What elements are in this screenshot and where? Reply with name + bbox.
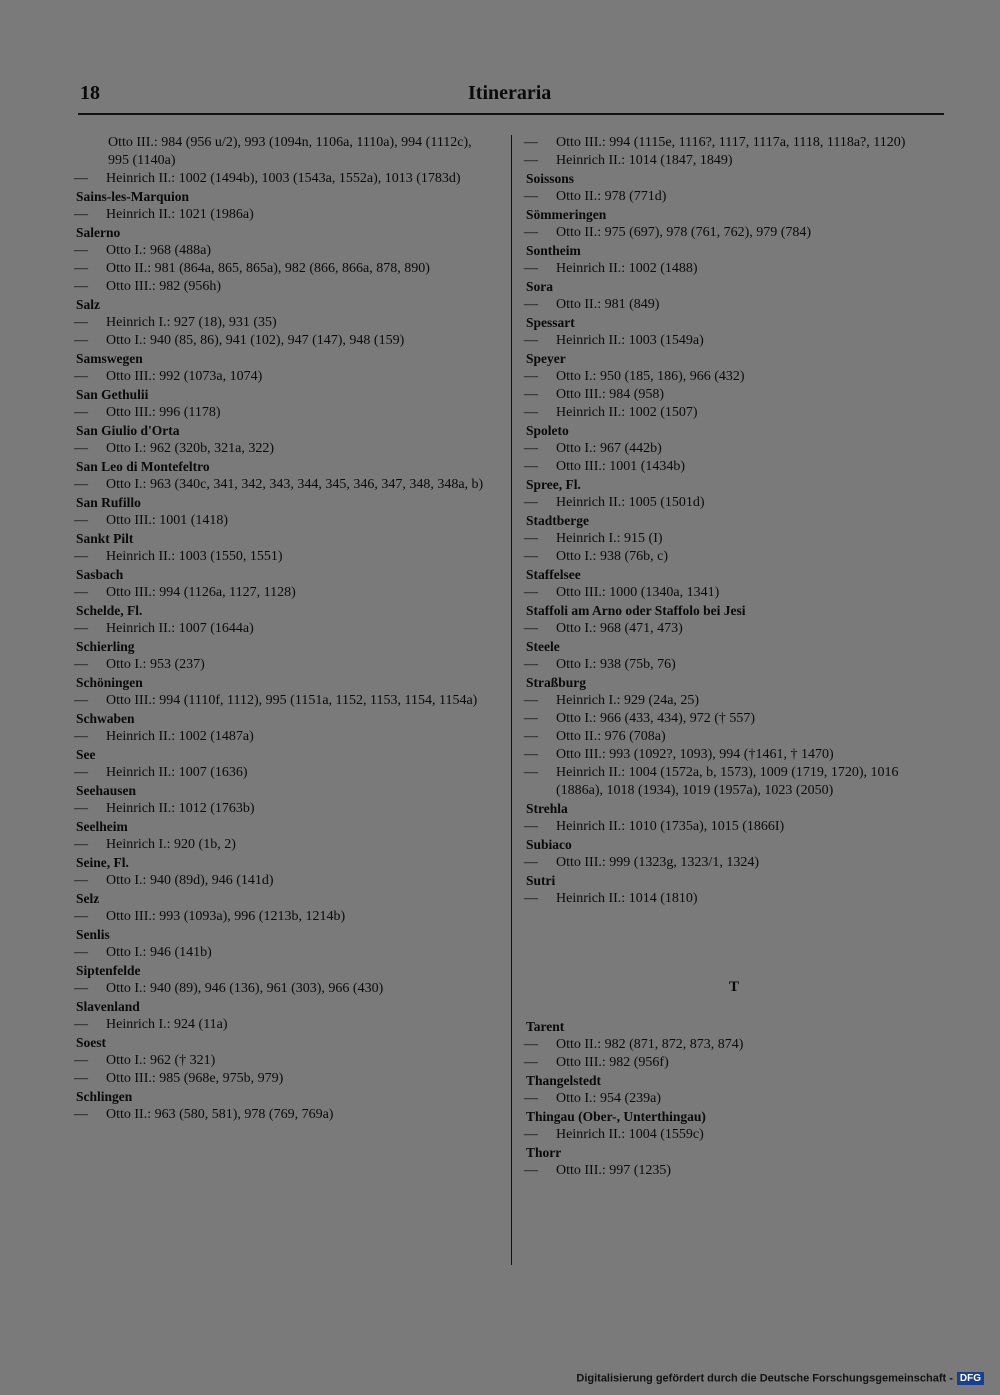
index-heading: Sontheim [526, 243, 581, 258]
entry-dash: — [74, 171, 88, 186]
entry-dash: — [524, 1037, 538, 1052]
subentry-text: Otto III.: 999 (1323g, 1323/1, 1324) [556, 855, 759, 870]
index-subentry [74, 512, 494, 530]
index-heading: Sömmeringen [526, 207, 607, 222]
entry-dash: — [74, 765, 88, 780]
entry-dash: — [524, 891, 538, 906]
subentry-text: Heinrich II.: 1002 (1507) [556, 405, 698, 420]
index-subentry [74, 314, 494, 332]
entry-dash: — [74, 477, 88, 492]
entry-dash: — [74, 801, 88, 816]
entry-dash: — [74, 693, 88, 708]
subentry-text: Heinrich I.: 920 (1b, 2) [106, 837, 236, 852]
entry-dash: — [524, 459, 538, 474]
subentry-text: Otto III.: 993 (1093a), 996 (1213b, 1214b) [106, 909, 346, 924]
index-heading: Schierling [76, 639, 135, 654]
index-subentry [524, 1162, 944, 1180]
subentry-text: Heinrich II.: 1002 (1488) [556, 261, 698, 276]
entry-dash: — [524, 747, 538, 762]
index-continuation: Otto III.: 984 (956 u/2), 993 (1094n, 1106a, 1110a), 994 (1112c), 995 (1140a) [108, 135, 472, 168]
index-subentry [524, 728, 944, 746]
index-subentry [524, 710, 944, 728]
subentry-text: Heinrich II.: 1002 (1487a) [106, 729, 254, 744]
index-subentry [74, 620, 494, 638]
entry-dash: — [74, 333, 88, 348]
entry-dash: — [524, 387, 538, 402]
entry-dash: — [524, 189, 538, 204]
entry-dash: — [74, 405, 88, 420]
entry-dash: — [524, 657, 538, 672]
index-heading: Straßburg [526, 675, 587, 690]
index-heading: Schelde, Fl. [76, 603, 143, 618]
subentry-text: Otto III.: 982 (956f) [556, 1055, 669, 1070]
subentry-text: Heinrich II.: 1003 (1550, 1551) [106, 549, 283, 564]
entry-dash: — [524, 585, 538, 600]
index-subentry [524, 1090, 944, 1108]
entry-dash: — [74, 261, 88, 276]
subentry-text: Heinrich I.: 927 (18), 931 (35) [106, 315, 277, 330]
entry-dash: — [524, 261, 538, 276]
entry-dash: — [524, 1127, 538, 1142]
subentry-text: Heinrich II.: 1003 (1549a) [556, 333, 704, 348]
index-subentry [74, 1052, 494, 1070]
subentry-text: Otto II.: 982 (871, 872, 873, 874) [556, 1037, 744, 1052]
index-heading: Sasbach [76, 567, 124, 582]
subentry-text: Otto I.: 968 (488a) [106, 243, 211, 258]
subentry-text: Otto II.: 963 (580, 581), 978 (769, 769a) [106, 1107, 334, 1122]
entry-dash: — [74, 909, 88, 924]
subentry-text: Otto II.: 981 (849) [556, 297, 660, 312]
index-subentry [524, 494, 944, 512]
subentry-text: Otto III.: 982 (956h) [106, 279, 222, 294]
index-subentry [524, 548, 944, 566]
index-subentry [524, 458, 944, 476]
subentry-text: Otto III.: 997 (1235) [556, 1163, 672, 1178]
subentry-text: Heinrich II.: 1007 (1644a) [106, 621, 254, 636]
index-heading: Speyer [526, 351, 566, 366]
subentry-text: Otto I.: 962 (320b, 321a, 322) [106, 441, 274, 456]
index-subentry [524, 530, 944, 548]
subentry-text: Otto III.: 993 (1092?, 1093), 994 (†1461, † 1470) [556, 747, 834, 762]
entry-dash: — [74, 441, 88, 456]
subentry-text: Otto I.: 967 (442b) [556, 441, 662, 456]
index-heading: Thorr [526, 1145, 562, 1160]
index-subentry [74, 1106, 494, 1124]
subentry-text: Otto III.: 1001 (1418) [106, 513, 229, 528]
index-subentry [524, 890, 944, 908]
entry-dash: — [524, 441, 538, 456]
index-heading: Selz [76, 891, 100, 906]
subentry-text: Otto I.: 946 (141b) [106, 945, 212, 960]
index-subentry [524, 584, 944, 602]
entry-dash: — [74, 369, 88, 384]
index-heading: Schlingen [76, 1089, 133, 1104]
index-subentry [74, 800, 494, 818]
subentry-text: Heinrich II.: 1021 (1986a) [106, 207, 254, 222]
subentry-text: Otto III.: 994 (1110f, 1112), 995 (1151a, 1152, 1153, 1154, 1154a) [106, 693, 478, 708]
index-heading: Soissons [526, 171, 575, 186]
page-title: Itineraria [468, 82, 552, 104]
entry-dash: — [524, 1163, 538, 1178]
entry-dash: — [524, 135, 538, 150]
index-subentry [74, 836, 494, 854]
entry-dash: — [524, 855, 538, 870]
index-heading: Tarent [526, 1019, 565, 1034]
subentry-text: Otto II.: 975 (697), 978 (761, 762), 979 (784) [556, 225, 812, 240]
index-subentry [524, 440, 944, 458]
subentry-text: Heinrich II.: 1004 (1559c) [556, 1127, 704, 1142]
index-subentry [74, 1070, 494, 1088]
entry-dash: — [74, 207, 88, 222]
subentry-text: Otto III.: 992 (1073a, 1074) [106, 369, 263, 384]
index-heading: Salerno [76, 225, 121, 240]
subentry-text: Otto III.: 1000 (1340a, 1341) [556, 585, 720, 600]
index-subentry [524, 224, 944, 242]
entry-dash: — [74, 621, 88, 636]
index-subentry [74, 692, 494, 710]
index-subentry [74, 368, 494, 386]
column-divider [511, 135, 512, 1265]
subentry-text: Heinrich II.: 1010 (1735a), 1015 (1866I) [556, 819, 785, 834]
index-subentry [524, 1054, 944, 1072]
subentry-text: Otto II.: 976 (708a) [556, 729, 666, 744]
subentry-text: Otto I.: 968 (471, 473) [556, 621, 683, 636]
index-subentry [524, 152, 944, 170]
entry-dash: — [74, 513, 88, 528]
index-heading: Seehausen [76, 783, 137, 798]
entry-dash: — [524, 1055, 538, 1070]
index-heading: Steele [526, 639, 560, 654]
index-subentry [74, 1016, 494, 1034]
index-subentry [524, 332, 944, 350]
index-heading: Staffoli am Arno oder Staffolo bei Jesi [526, 603, 746, 618]
index-subentry [74, 206, 494, 224]
subentry-text: Heinrich II.: 1012 (1763b) [106, 801, 255, 816]
index-heading: Siptenfelde [76, 963, 141, 978]
entry-dash: — [74, 585, 88, 600]
subentry-text: Heinrich II.: 1002 (1494b), 1003 (1543a, 1552a), 1013 (1783d) [106, 171, 461, 186]
left-column [74, 134, 494, 1124]
entry-dash: — [524, 333, 538, 348]
footer [576, 1372, 984, 1385]
subentry-text: Otto III.: 1001 (1434b) [556, 459, 686, 474]
index-heading: Schöningen [76, 675, 143, 690]
index-heading: Senlis [76, 927, 110, 942]
index-heading: Staffelsee [526, 567, 581, 582]
index-subentry [524, 404, 944, 422]
index-heading: See [76, 747, 96, 762]
index-heading: Samswegen [76, 351, 143, 366]
index-heading: Strehla [526, 801, 568, 816]
subentry-text: Heinrich I.: 924 (11a) [106, 1017, 228, 1032]
entry-dash: — [524, 549, 538, 564]
subentry-text: Otto II.: 978 (771d) [556, 189, 667, 204]
entry-dash: — [74, 657, 88, 672]
index-heading: Schwaben [76, 711, 135, 726]
index-heading: Stadtberge [526, 513, 589, 528]
index-heading: Seine, Fl. [76, 855, 129, 870]
footer-text: Digitalisierung gefördert durch die Deutsche Forschungsgemeinschaft - [576, 1372, 953, 1385]
subentry-text: Heinrich II.: 1014 (1847, 1849) [556, 153, 733, 168]
index-heading: San Rufillo [76, 495, 141, 510]
entry-dash: — [74, 1017, 88, 1032]
subentry-text: Otto III.: 984 (958) [556, 387, 665, 402]
index-heading: Subiaco [526, 837, 572, 852]
entry-dash: — [74, 549, 88, 564]
index-heading: Spree, Fl. [526, 477, 581, 492]
index-subentry [524, 692, 944, 710]
index-subentry [524, 818, 944, 836]
entry-dash: — [524, 711, 538, 726]
subentry-text: Otto I.: 938 (76b, c) [556, 549, 668, 564]
entry-dash: — [74, 1053, 88, 1068]
entry-dash: — [74, 981, 88, 996]
index-heading: Seelheim [76, 819, 128, 834]
index-heading: Sankt Pilt [76, 531, 134, 546]
index-heading: Spessart [526, 315, 575, 330]
subentry-text: Otto I.: 966 (433, 434), 972 († 557) [556, 711, 756, 726]
entry-dash: — [524, 495, 538, 510]
subentry-text: Otto III.: 994 (1115e, 1116?, 1117, 1117a, 1118, 1118a?, 1120) [556, 135, 906, 150]
index-heading: Thingau (Ober-, Unterthingau) [526, 1109, 706, 1124]
entry-dash: — [524, 1091, 538, 1106]
dfg-logo[interactable]: DFG [957, 1372, 984, 1385]
subentry-text: Otto I.: 938 (75b, 76) [556, 657, 676, 672]
page-number: 18 [80, 82, 100, 104]
index-subentry [524, 260, 944, 278]
index-heading: Sora [526, 279, 553, 294]
index-subentry [524, 386, 944, 404]
subentry-text: Otto I.: 940 (89), 946 (136), 961 (303), 966 (430) [106, 981, 384, 996]
subentry-text: Heinrich II.: 1014 (1810) [556, 891, 698, 906]
index-heading: Salz [76, 297, 101, 312]
subentry-text: Otto III.: 994 (1126a, 1127, 1128) [106, 585, 296, 600]
index-subentry [74, 728, 494, 746]
subentry-text: Otto I.: 940 (85, 86), 941 (102), 947 (147), 948 (159) [106, 333, 405, 348]
index-subentry [74, 242, 494, 260]
subentry-text: Heinrich I.: 929 (24a, 25) [556, 693, 700, 708]
subentry-text: Heinrich II.: 1005 (1501d) [556, 495, 705, 510]
index-subentry [524, 1036, 944, 1054]
index-heading: Soest [76, 1035, 106, 1050]
index-subentry [74, 548, 494, 566]
entry-dash: — [524, 225, 538, 240]
subentry-text: Heinrich I.: 915 (I) [556, 531, 663, 546]
entry-dash: — [74, 1071, 88, 1086]
index-subentry [524, 854, 944, 872]
index-subentry [74, 872, 494, 890]
entry-dash: — [74, 945, 88, 960]
index-subentry [524, 188, 944, 206]
entry-dash: — [74, 837, 88, 852]
index-heading: San Giulio d'Orta [76, 423, 180, 438]
index-heading: Spoleto [526, 423, 569, 438]
index-heading: Sutri [526, 873, 556, 888]
entry-dash: — [74, 729, 88, 744]
entry-dash: — [74, 873, 88, 888]
subentry-text: Otto III.: 996 (1178) [106, 405, 221, 420]
subentry-text: Otto I.: 962 († 321) [106, 1053, 216, 1068]
index-subentry [74, 404, 494, 422]
entry-dash: — [74, 243, 88, 258]
index-subentry [524, 746, 944, 764]
index-subentry [74, 440, 494, 458]
index-subentry [74, 764, 494, 782]
index-subentry [524, 620, 944, 638]
section-letter: T [728, 979, 739, 995]
index-subentry [74, 476, 494, 494]
index-subentry [74, 908, 494, 926]
subentry-text: Otto III.: 985 (968e, 975b, 979) [106, 1071, 284, 1086]
entry-dash: — [524, 405, 538, 420]
entry-dash: — [524, 531, 538, 546]
index-subentry [524, 1126, 944, 1144]
entry-dash: — [524, 621, 538, 636]
entry-dash: — [524, 297, 538, 312]
index-subentry [524, 134, 944, 152]
subentry-text: Heinrich II.: 1007 (1636) [106, 765, 248, 780]
right-column [524, 134, 944, 1180]
entry-dash: — [74, 1107, 88, 1122]
subentry-text: Otto I.: 963 (340c, 341, 342, 343, 344, 345, 346, 347, 348, 348a, b) [106, 477, 484, 492]
subentry-text: Otto I.: 954 (239a) [556, 1091, 661, 1106]
index-heading: San Gethulii [76, 387, 149, 402]
index-heading: Sains-les-Marquion [76, 189, 190, 204]
subentry-text: Otto I.: 950 (185, 186), 966 (432) [556, 369, 745, 384]
entry-dash: — [524, 693, 538, 708]
index-subentry [74, 584, 494, 602]
index-subentry [524, 764, 944, 800]
index-subentry [524, 656, 944, 674]
index-subentry [74, 278, 494, 296]
index-heading: San Leo di Montefeltro [76, 459, 210, 474]
header-rule [78, 113, 944, 115]
entry-dash: — [74, 315, 88, 330]
entry-dash: — [524, 153, 538, 168]
index-subentry [74, 260, 494, 278]
subentry-text: Heinrich II.: 1004 (1572a, b, 1573), 1009 (1719, 1720), 1016 (1886a), 1018 (1934), 1019 (1957a), 1023 (2050) [556, 765, 899, 798]
index-subentry [524, 296, 944, 314]
index-subentry [74, 332, 494, 350]
subentry-text: Otto II.: 981 (864a, 865, 865a), 982 (866, 866a, 878, 890) [106, 261, 430, 276]
index-subentry [74, 980, 494, 998]
index-heading: Thangelstedt [526, 1073, 602, 1088]
entry-dash: — [524, 765, 538, 780]
index-heading: Slavenland [76, 999, 140, 1014]
entry-dash: — [74, 279, 88, 294]
index-subentry [74, 656, 494, 674]
index-subentry [74, 170, 494, 188]
subentry-text: Otto I.: 940 (89d), 946 (141d) [106, 873, 274, 888]
index-subentry [74, 944, 494, 962]
entry-dash: — [524, 369, 538, 384]
subentry-text: Otto I.: 953 (237) [106, 657, 205, 672]
entry-dash: — [524, 819, 538, 834]
entry-dash: — [524, 729, 538, 744]
index-subentry [524, 368, 944, 386]
